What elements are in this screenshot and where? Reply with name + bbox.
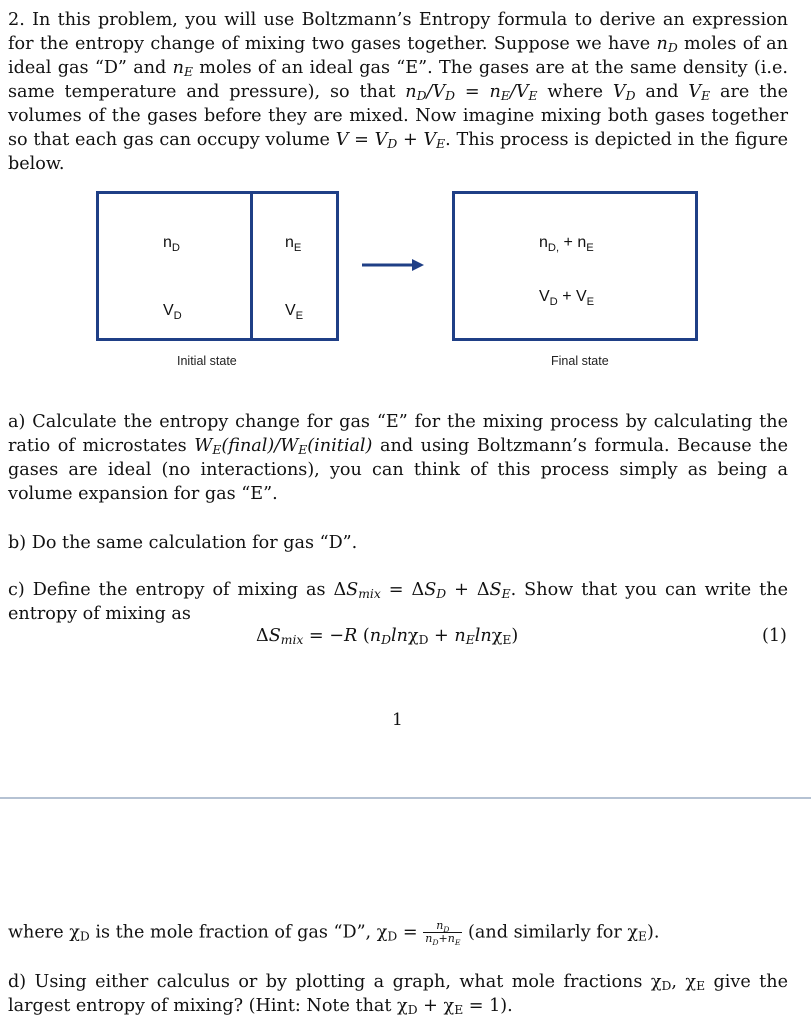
label-VE: $V_E$ <box>285 302 304 322</box>
label-VD-plus-VE: $V_D + V_E$ <box>539 288 595 308</box>
process-arrow-icon <box>362 257 426 273</box>
entropy-mixing-equation: $\Delta S_{mix} = -R$ $(n_D\ln\chi_D + n_E\ln\chi_E)$ <box>256 626 519 647</box>
initial-state-box <box>96 191 339 341</box>
mixing-figure <box>0 185 811 375</box>
page-number: 1 <box>392 710 403 730</box>
problem-intro: 2. In this problem, you will use Boltzmann’s Entropy formula to derive an expression for the entropy change of mixing two gases together. Suppose we have $n_D$ moles of an ideal gas “D” and $n_E$ moles of an ideal gas “E”. The gases are at the same density (i.e. same temperature and pressure), so that $n_D/V_D = n_E/V_E$ where $V_D$ and $V_E$ are the volumes of the gases before they are mixed. Now imagine mixing both gases together so that each gas can occupy volume $V = V_D + V_E$. This process is depicted in the figure below. <box>8 10 788 174</box>
part-d: d) Using either calculus or by plotting a graph, what mole fractions $\chi_D$, $\chi_E$ give the largest entropy of mixing? (Hint: Note that $\chi_D + \chi_E = 1$). <box>8 972 788 1017</box>
page-divider <box>0 797 811 799</box>
final-state-box <box>452 191 698 341</box>
partition-wall <box>250 194 253 338</box>
final-state-caption: Final state <box>551 354 609 368</box>
initial-state-caption: Initial state <box>177 354 237 368</box>
part-b: b) Do the same calculation for gas “D”. <box>8 533 358 553</box>
part-c: c) Define the entropy of mixing as $\Delta S_{mix} = \Delta S_D + \Delta S_E$. Show that you can write the entropy of mixing as <box>8 580 788 624</box>
label-nE: $n_E$ <box>285 234 302 254</box>
equation-number: (1) <box>762 626 787 646</box>
label-nD: $n_D$ <box>163 234 180 254</box>
part-a: a) Calculate the entropy change for gas “E” for the mixing process by calculating the ratio of microstates $W_E(final)/W_E(initial)$ and using Boltzmann’s formula. Because the gases are ideal (no interactions), you can think of this process simply as being a volume expansion for gas “E”. <box>8 412 788 504</box>
label-nD-plus-nE: $n_{D,} + n_E$ <box>539 234 594 254</box>
mole-fraction-definition: where $\chi_D$ is the mole fraction of gas “D”, $\chi_D$ = $\frac{n_D}{n_D+n_E}$ (and similarly for $\chi_E$). <box>8 919 660 947</box>
label-VD: $V_D$ <box>163 302 182 322</box>
mole-fraction-formula: $\frac{n_D}{n_D+n_E}$ <box>425 919 461 947</box>
